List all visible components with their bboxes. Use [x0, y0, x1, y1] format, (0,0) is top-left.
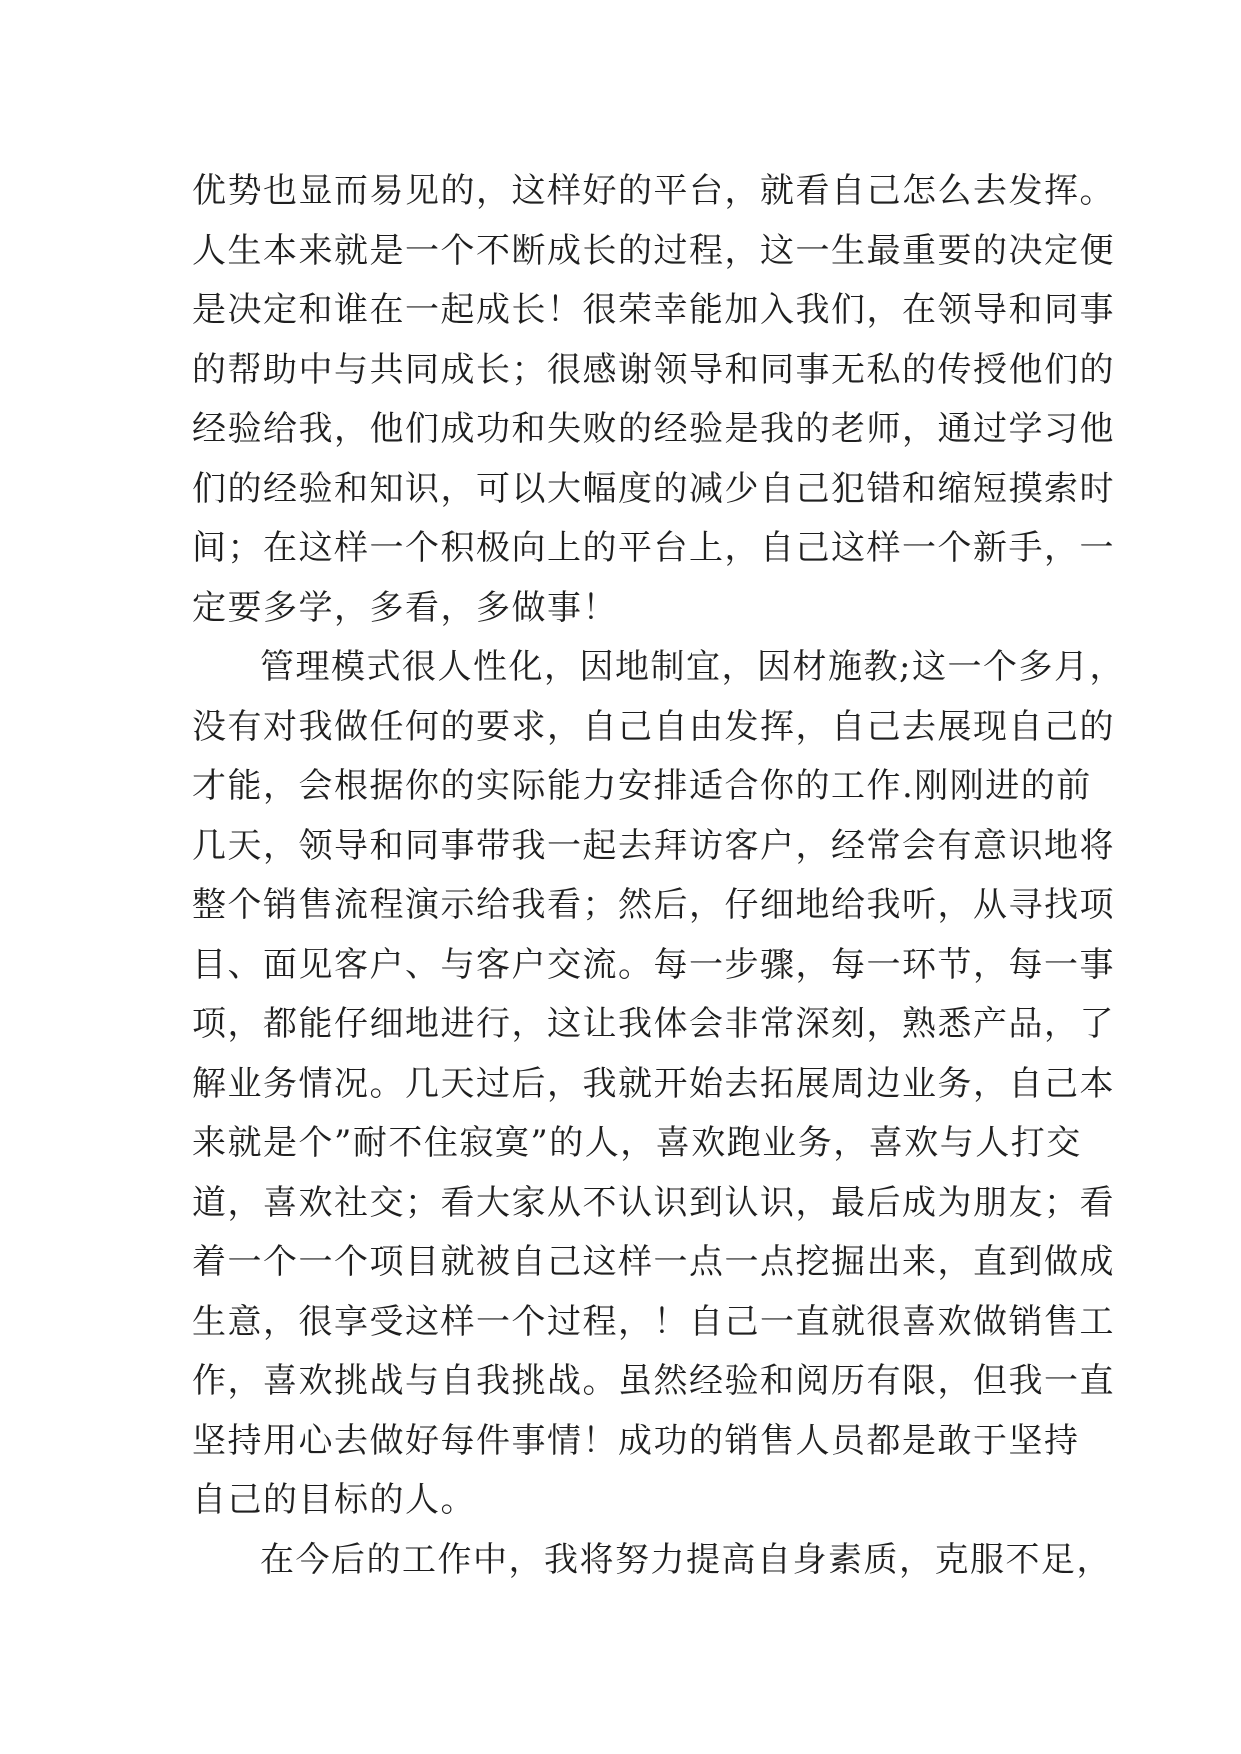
text-line: 才能，会根据你的实际能力安排适合你的工作.刚刚进的前: [192, 766, 1092, 806]
text-line: 着一个一个项目就被自己这样一点一点挖掘出来，直到做成: [192, 1242, 1115, 1282]
text-line: 坚持用心去做好每件事情！成功的销售人员都是敢于坚持: [192, 1420, 1080, 1461]
text-line: 没有对我做任何的要求，自己自由发挥，自己去展现自己的: [192, 706, 1115, 747]
text-line: 解业务情况。几天过后，我就开始去拓展周边业务，自己本: [192, 1063, 1115, 1104]
text-line: 目、面见客户、与客户交流。每一步骤，每一环节，每一事: [192, 944, 1115, 985]
text-line: 的帮助中与共同成长；很感谢领导和同事无私的传授他们的: [192, 349, 1115, 390]
paragraph-end-line: 自己的目标的人。: [192, 1480, 476, 1520]
paragraph-start-line: 管理模式很人性化，因地制宜，因材施教;这一个多月，: [260, 647, 1125, 687]
paragraph-start-line: 在今后的工作中，我将努力提高自身素质，克服不足，: [260, 1539, 1112, 1580]
text-line: 优势也显而易见的，这样好的平台，就看自己怎么去发挥。: [192, 171, 1115, 211]
text-line: 们的经验和知识，可以大幅度的减少自己犯错和缩短摸索时: [192, 468, 1115, 509]
text-line: 经验给我，他们成功和失败的经验是我的老师，通过学习他: [192, 409, 1115, 449]
document-body: [192, 162, 1125, 1590]
text-line: 是决定和谁在一起成长！很荣幸能加入我们，在领导和同事: [192, 290, 1115, 330]
text-line: 人生本来就是一个不断成长的过程，这一生最重要的决定便: [192, 230, 1115, 271]
text-line: 几天，领导和同事带我一起去拜访客户，经常会有意识地将: [192, 825, 1115, 866]
text-line: 生意，很享受这样一个过程，！自己一直就很喜欢做销售工: [192, 1301, 1115, 1342]
text-line: 作，喜欢挑战与自我挑战。虽然经验和阅历有限，但我一直: [192, 1361, 1115, 1401]
text-line: 整个销售流程演示给我看；然后，仔细地给我听，从寻找项: [192, 885, 1115, 925]
text-line: 道，喜欢社交；看大家从不认识到认识，最后成为朋友；看: [192, 1182, 1115, 1223]
text-line: 来就是个”耐不住寂寞”的人，喜欢跑业务，喜欢与人打交: [192, 1123, 1082, 1163]
paragraph-end-line: 定要多学，多看，多做事！: [192, 587, 618, 628]
text-line: 间；在这样一个积极向上的平台上，自己这样一个新手，一: [192, 528, 1115, 568]
text-line: 项，都能仔细地进行，这让我体会非常深刻，熟悉产品，了: [192, 1004, 1115, 1044]
